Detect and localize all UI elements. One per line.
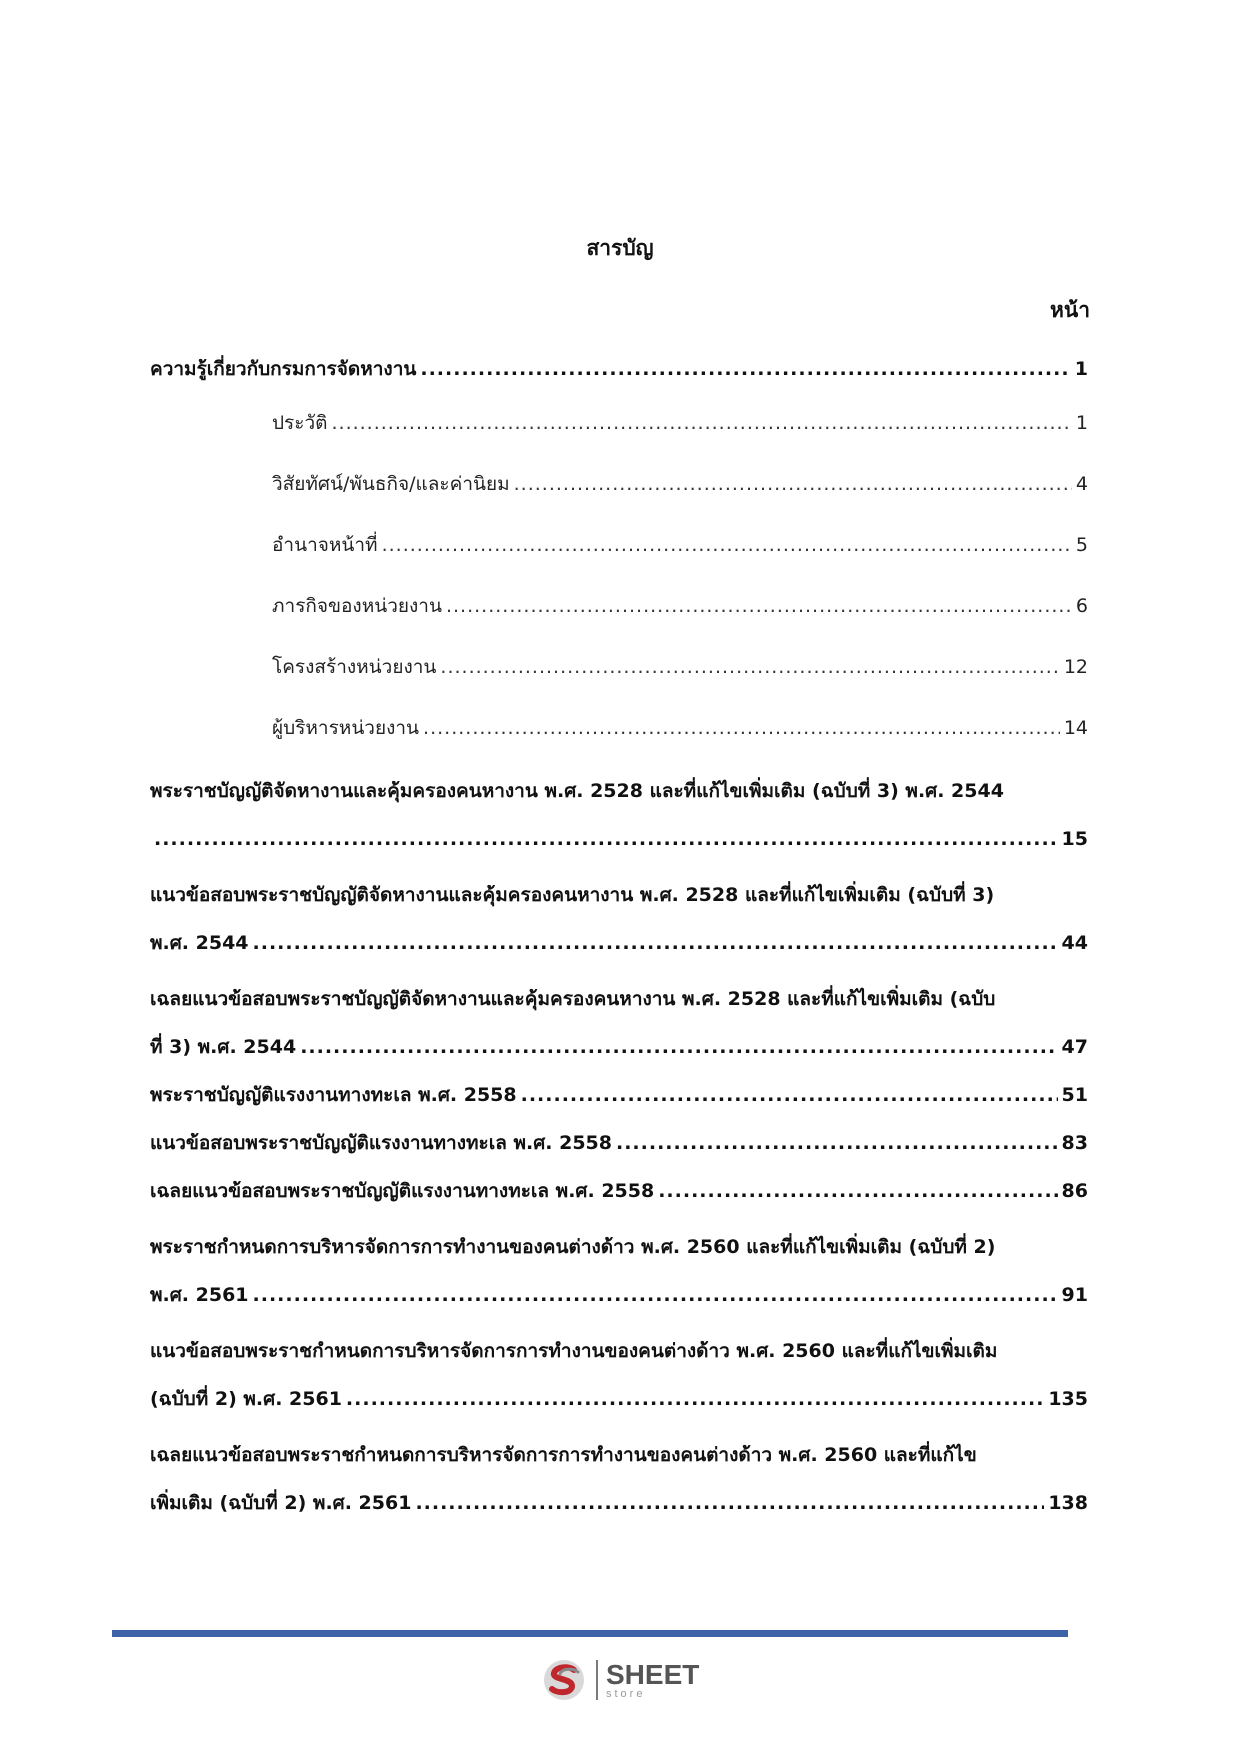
toc-entry (150, 1431, 1088, 1527)
toc-subentry (150, 637, 1088, 698)
toc-subentry (150, 576, 1088, 637)
toc-entry (150, 345, 1088, 393)
logo-wordmark (606, 1658, 700, 1700)
toc-entry-label: พ.ศ. 2544 (150, 932, 249, 954)
toc-page-number: 1 (1075, 412, 1088, 434)
dot-leader (658, 1167, 1057, 1215)
dot-leader (514, 454, 1072, 515)
toc-page-number: 83 (1061, 1132, 1088, 1154)
logo-divider (596, 1660, 598, 1700)
toc-subentry (150, 515, 1088, 576)
logo-brand: SHEET (606, 1658, 700, 1690)
sheet-store-logo (540, 1658, 699, 1702)
toc-entry-title-line: แนวข้อสอบพระราชกำหนดการบริหารจัดการการทำงานของคนต่างด้าว พ.ศ. 2560 และที่แก้ไขเพิ่มเติม (150, 1340, 998, 1362)
toc-page-number: 5 (1075, 534, 1088, 556)
toc-entry-label: เฉลยแนวข้อสอบพระราชบัญญัติแรงงานทางทะเล พ.ศ. 2558 (150, 1180, 655, 1202)
logo-tagline: store (606, 1687, 646, 1700)
toc-entry (150, 975, 1088, 1071)
toc-entry-label: ภารกิจของหน่วยงาน (272, 595, 442, 617)
toc-page-number: 135 (1048, 1388, 1088, 1410)
toc-entry (150, 767, 1088, 863)
toc-page-number: 12 (1063, 656, 1088, 678)
toc-title: สารบัญ (586, 236, 654, 260)
dot-leader (331, 393, 1071, 454)
toc-entry (150, 1167, 1088, 1215)
dot-leader (415, 1479, 1044, 1527)
dot-leader (420, 345, 1070, 393)
toc-subentry (150, 454, 1088, 515)
table-of-contents (150, 345, 1088, 1527)
toc-entry-label: อำนาจหน้าที่ (272, 534, 378, 556)
toc-page-number: 47 (1061, 1036, 1088, 1058)
footer-rule (112, 1630, 1068, 1637)
dot-leader (521, 1071, 1058, 1119)
toc-entry-label: ประวัติ (272, 412, 328, 434)
toc-entry-title-line: เฉลยแนวข้อสอบพระราชกำหนดการบริหารจัดการการทำงานของคนต่างด้าว พ.ศ. 2560 และที่แก้ไข (150, 1444, 977, 1466)
toc-entry-label: พ.ศ. 2561 (150, 1284, 249, 1306)
toc-entry-title-line: เฉลยแนวข้อสอบพระราชบัญญัติจัดหางานและคุ้มครองคนหางาน พ.ศ. 2528 และที่แก้ไขเพิ่มเติม (ฉบับ (150, 988, 996, 1010)
toc-page-number: 86 (1061, 1180, 1088, 1202)
toc-page-number: 15 (1061, 828, 1088, 850)
toc-entry-label: วิสัยทัศน์/พันธกิจ/และค่านิยม (272, 473, 510, 495)
dot-leader (154, 815, 1058, 863)
dot-leader (300, 1023, 1057, 1071)
toc-page-number: 1 (1074, 358, 1088, 380)
toc-subentry (150, 393, 1088, 454)
toc-page-number: 6 (1075, 595, 1088, 617)
toc-page-number: 44 (1061, 932, 1088, 954)
toc-entry-label: แนวข้อสอบพระราชบัญญัติแรงงานทางทะเล พ.ศ. 2558 (150, 1132, 612, 1154)
toc-page-number: 4 (1075, 473, 1088, 495)
dot-leader (423, 698, 1060, 759)
toc-page-number: 138 (1048, 1492, 1088, 1514)
toc-page-number: 51 (1061, 1084, 1088, 1106)
toc-entry-title-line: แนวข้อสอบพระราชบัญญัติจัดหางานและคุ้มครองคนหางาน พ.ศ. 2528 และที่แก้ไขเพิ่มเติม (ฉบับที่ 3) (150, 884, 995, 906)
toc-entry (150, 1119, 1088, 1167)
toc-page-number: 14 (1063, 717, 1088, 739)
dot-leader (382, 515, 1072, 576)
dot-leader (253, 1271, 1058, 1319)
dot-leader (253, 919, 1058, 967)
toc-entry-title-line: พระราชบัญญัติจัดหางานและคุ้มครองคนหางาน พ.ศ. 2528 และที่แก้ไขเพิ่มเติม (ฉบับที่ 3) พ.ศ. 2544 (150, 780, 1004, 802)
toc-entry-label: พระราชบัญญัติแรงงานทางทะเล พ.ศ. 2558 (150, 1084, 517, 1106)
toc-entry (150, 1327, 1088, 1423)
toc-entry-label: ผู้บริหารหน่วยงาน (272, 717, 420, 739)
toc-entry-title-line: พระราชกำหนดการบริหารจัดการการทำงานของคนต่างด้าว พ.ศ. 2560 และที่แก้ไขเพิ่มเติม (ฉบับที่ 2) (150, 1236, 996, 1258)
sheet-s-icon (540, 1658, 588, 1702)
toc-subentry (150, 698, 1088, 759)
toc-entry-label: ที่ 3) พ.ศ. 2544 (150, 1036, 297, 1058)
toc-entry-label: เพิ่มเติม (ฉบับที่ 2) พ.ศ. 2561 (150, 1492, 412, 1514)
dot-leader (440, 637, 1059, 698)
toc-entry (150, 871, 1088, 967)
dot-leader (446, 576, 1072, 637)
toc-entry-label: ความรู้เกี่ยวกับกรมการจัดหางาน (150, 358, 417, 380)
toc-entry (150, 1071, 1088, 1119)
dot-leader (616, 1119, 1058, 1167)
page-column-header: หน้า (1050, 298, 1090, 322)
toc-entry-label: (ฉบับที่ 2) พ.ศ. 2561 (150, 1388, 342, 1410)
toc-page-number: 91 (1061, 1284, 1088, 1306)
toc-entry (150, 1223, 1088, 1319)
toc-entry-label: โครงสร้างหน่วยงาน (272, 656, 437, 678)
dot-leader (346, 1375, 1044, 1423)
